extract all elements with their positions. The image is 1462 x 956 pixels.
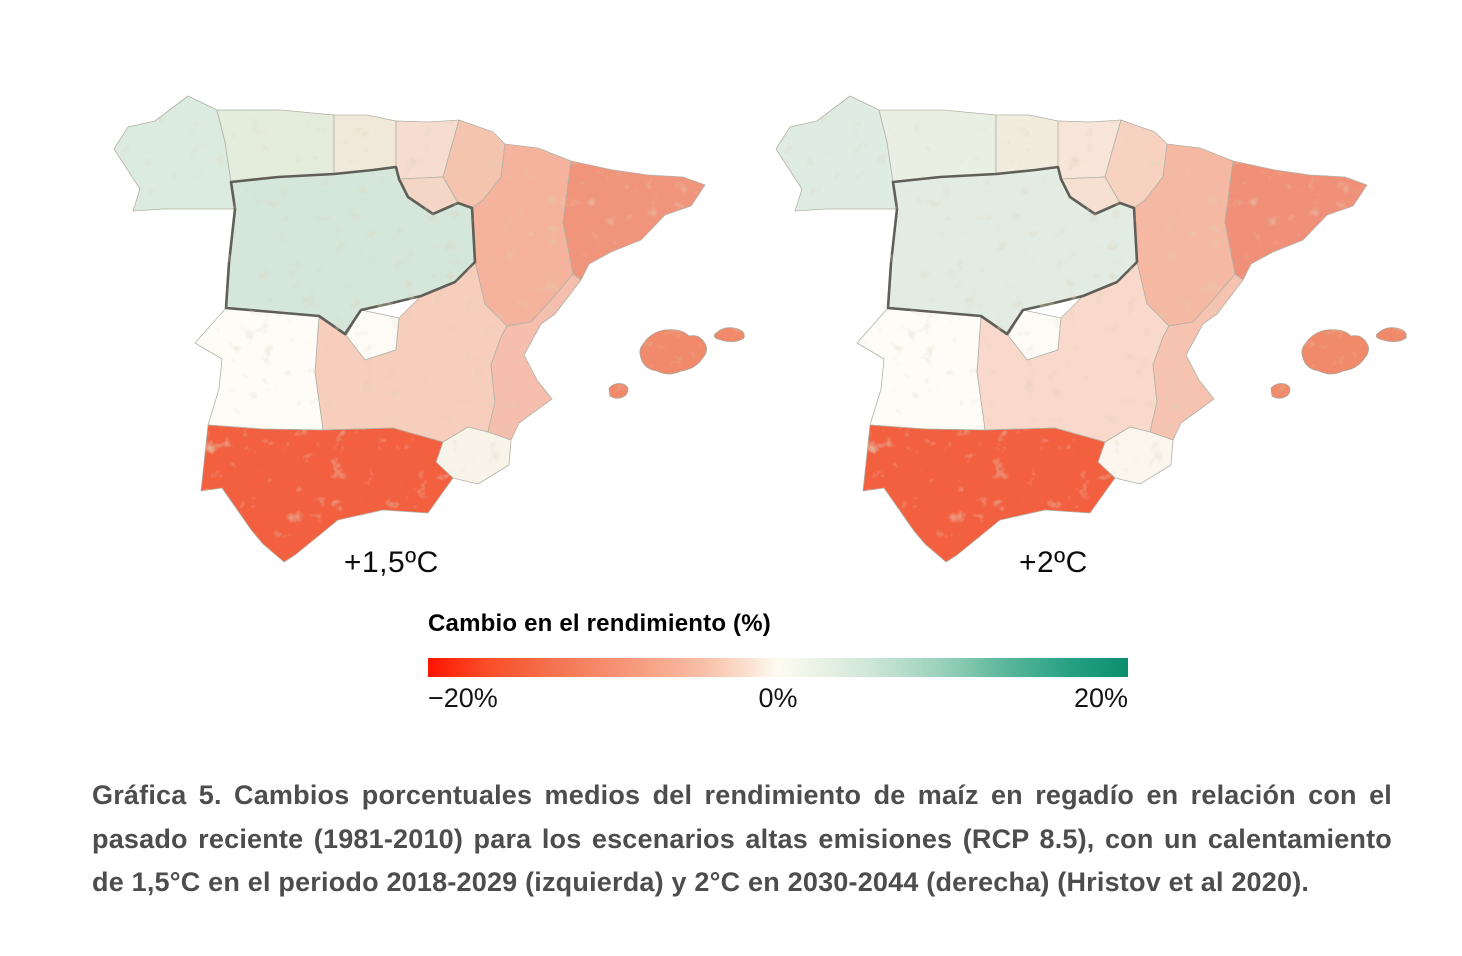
- region-cantabria: [334, 115, 396, 174]
- legend-title: Cambio en el rendimiento (%): [428, 610, 771, 637]
- region-cataluna: [1225, 161, 1367, 280]
- region-extremadura: [857, 308, 985, 430]
- legend-ticks: [428, 683, 1128, 715]
- region-extremadura: [195, 308, 323, 430]
- map-label-right: +2ºC: [1018, 546, 1088, 579]
- legend-tick-center: 0%: [758, 683, 798, 713]
- region-asturias: [217, 110, 334, 182]
- region-baleares: [609, 328, 744, 399]
- region-andalucia: [201, 425, 453, 562]
- region-cataluna: [563, 161, 705, 280]
- maps-row: [103, 82, 1413, 587]
- figure-caption: Gráfica 5. Cambios porcentuales medios del rendimiento de maíz en regadío en relación con el pasado reciente (1981-2010) para los escenarios altas emisiones (RCP 8.5), con un calentamiento de 1,5°C en el periodo 2018-2029 (izquierda) y 2°C en 2030-2044 (derecha) (Hristov et al 2020).: [92, 780, 1392, 898]
- legend-gradient-bar: [428, 658, 1128, 677]
- spain-choropleth-svg: [103, 82, 751, 580]
- region-galicia: [114, 96, 235, 211]
- map-panel-left: [103, 82, 751, 587]
- region-asturias: [879, 110, 996, 182]
- legend: [428, 610, 1128, 715]
- legend-tick-right: 20%: [1073, 683, 1128, 713]
- spain-choropleth-svg: [765, 82, 1413, 580]
- region-galicia: [776, 96, 897, 211]
- region-baleares: [1271, 328, 1406, 399]
- map-label-left: +1,5ºC: [343, 546, 439, 579]
- map-panel-right: [765, 82, 1413, 587]
- legend-tick-left: −20%: [428, 683, 498, 713]
- region-andalucia: [863, 425, 1115, 562]
- region-cantabria: [996, 115, 1058, 174]
